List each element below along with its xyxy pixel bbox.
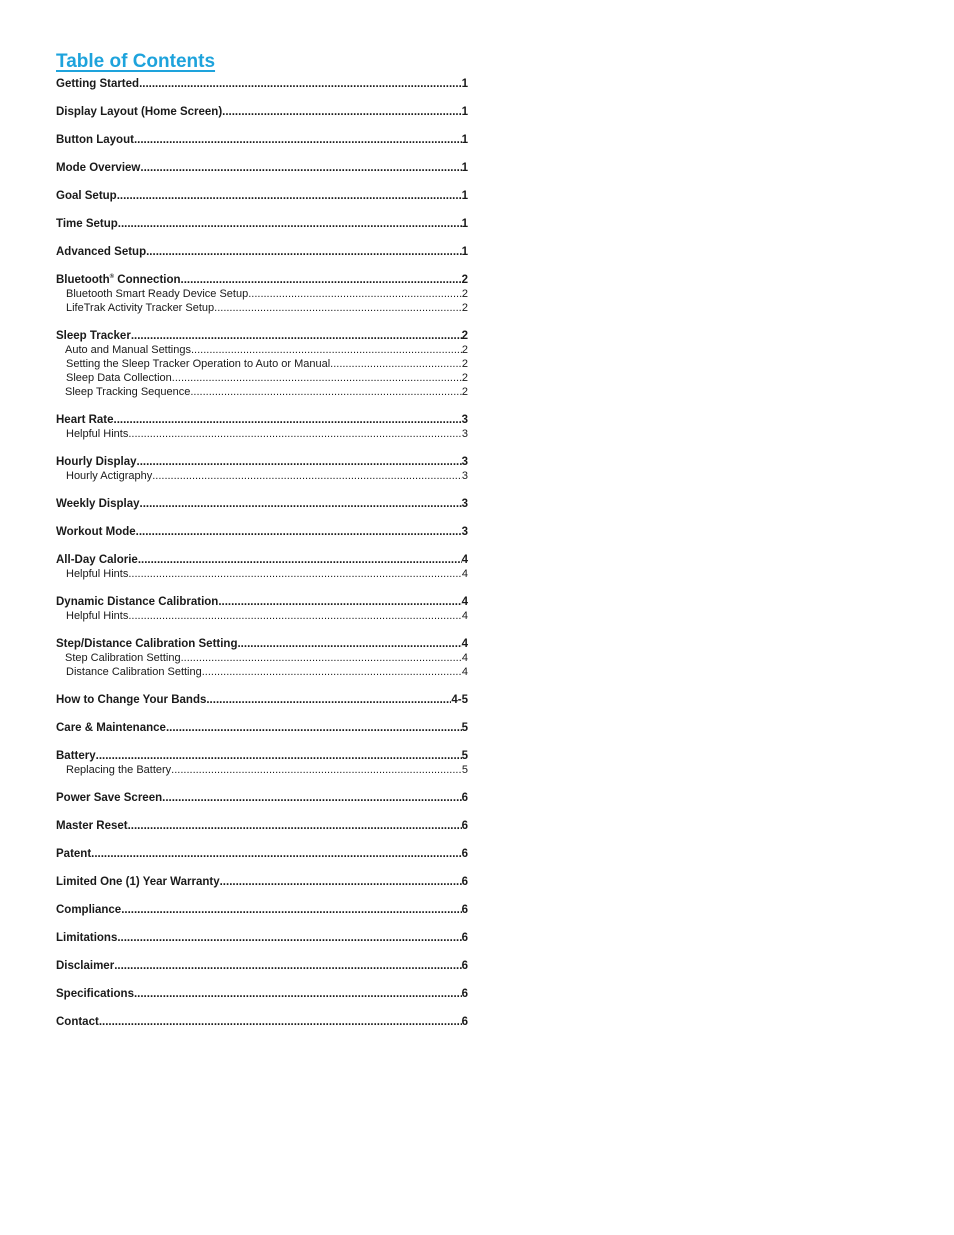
dot-leader: [114, 413, 462, 427]
dot-leader: [218, 595, 461, 609]
toc-page-number: 5: [461, 750, 468, 762]
toc-subentry[interactable]: [56, 357, 468, 371]
toc-subentry[interactable]: [56, 609, 468, 623]
dot-leader: [128, 427, 462, 441]
toc-entry-label: How to Change Your Bands: [56, 694, 207, 706]
dot-leader: [171, 763, 462, 777]
toc-page-number: 3: [461, 526, 468, 538]
dot-leader: [140, 497, 462, 511]
toc-entry-label: Time Setup: [56, 218, 118, 230]
toc-entry-label: Compliance: [56, 904, 122, 916]
toc-entry-label: Setting the Sleep Tracker Operation to Auto or Manual: [66, 358, 331, 370]
toc-entry-label: Disclaimer: [56, 960, 115, 972]
toc-page-number: 1: [461, 190, 468, 202]
toc-entry[interactable]: [56, 413, 468, 427]
dot-leader: [91, 847, 461, 861]
toc-entry[interactable]: [56, 903, 468, 917]
toc-entry-label: Heart Rate: [56, 414, 114, 426]
toc-entry-label: Bluetooth® Connection: [56, 274, 181, 286]
toc-entry-label: Master Reset: [56, 820, 128, 832]
toc-page-number: 4: [461, 610, 468, 622]
toc-page-number: 2: [461, 344, 468, 356]
toc-entry[interactable]: [56, 77, 468, 91]
dot-leader: [237, 637, 461, 651]
dot-leader: [181, 651, 462, 665]
toc-entry-label: Limitations: [56, 932, 118, 944]
toc-entry-label: Sleep Tracking Sequence: [65, 386, 191, 398]
toc-page-number: 1: [461, 162, 468, 174]
toc-list: [56, 77, 468, 1029]
toc-entry-label: Helpful Hints: [66, 428, 129, 440]
toc-entry[interactable]: [56, 749, 468, 763]
toc-entry-label: Dynamic Distance Calibration: [56, 596, 219, 608]
toc-page-number: 2: [461, 288, 468, 300]
dot-leader: [140, 161, 461, 175]
toc-entry[interactable]: [56, 595, 468, 609]
toc-entry[interactable]: [56, 245, 468, 259]
toc-page-number: 1: [461, 218, 468, 230]
toc-entry[interactable]: [56, 133, 468, 147]
toc-entry[interactable]: [56, 525, 468, 539]
toc-entry-label: Auto and Manual Settings: [65, 344, 191, 356]
toc-entry[interactable]: [56, 931, 468, 945]
toc-entry[interactable]: [56, 791, 468, 805]
toc-entry-label: Step/Distance Calibration Setting: [56, 638, 238, 650]
toc-entry-label: Helpful Hints: [66, 610, 129, 622]
dot-leader: [191, 343, 462, 357]
toc-page-number: 1: [461, 106, 468, 118]
toc-page-number: 6: [461, 820, 468, 832]
toc-entry-label: Bluetooth Smart Ready Device Setup: [66, 288, 249, 300]
dot-leader: [172, 371, 462, 385]
toc-page-number: 3: [461, 428, 468, 440]
toc-page-number: 6: [461, 848, 468, 860]
toc-subentry[interactable]: [56, 651, 468, 665]
toc-entry[interactable]: [56, 497, 468, 511]
dot-leader: [220, 875, 462, 889]
toc-entry-label: Mode Overview: [56, 162, 141, 174]
toc-subentry[interactable]: [56, 385, 468, 399]
toc-entry-label: Goal Setup: [56, 190, 117, 202]
dot-leader: [128, 567, 462, 581]
toc-page-number: 2: [461, 372, 468, 384]
dot-leader: [134, 133, 462, 147]
dot-leader: [117, 931, 461, 945]
toc-subentry[interactable]: [56, 567, 468, 581]
dot-leader: [181, 273, 462, 287]
dot-leader: [146, 245, 461, 259]
toc-page-number: 4: [461, 666, 468, 678]
toc-entry[interactable]: [56, 553, 468, 567]
dot-leader: [202, 665, 462, 679]
toc-entry-label: Step Calibration Setting: [65, 652, 181, 664]
toc-entry[interactable]: [56, 959, 468, 973]
dot-leader: [166, 721, 462, 735]
toc-entry-label: Replacing the Battery: [66, 764, 172, 776]
toc-subentry[interactable]: [56, 343, 468, 357]
toc-entry[interactable]: [56, 721, 468, 735]
toc-entry-label: Getting Started: [56, 78, 140, 90]
toc-page-number: 4-5: [451, 694, 468, 706]
toc-page-number: 4: [461, 596, 468, 608]
toc-page-number: 1: [461, 134, 468, 146]
toc-entry-label: Helpful Hints: [66, 568, 129, 580]
toc-entry-label: Button Layout: [56, 134, 134, 146]
dot-leader: [138, 553, 462, 567]
toc-page-number: 3: [461, 414, 468, 426]
toc-page-number: 4: [461, 554, 468, 566]
dot-leader: [117, 189, 462, 203]
toc-page-number: 1: [461, 246, 468, 258]
dot-leader: [134, 987, 462, 1001]
toc-entry-label: Contact: [56, 1016, 99, 1028]
dot-leader: [222, 105, 461, 119]
toc-page-number: 6: [461, 988, 468, 1000]
toc-page-number: 2: [461, 274, 468, 286]
toc-entry[interactable]: [56, 273, 468, 287]
toc-page-number: 3: [461, 456, 468, 468]
toc-subentry[interactable]: [56, 469, 468, 483]
toc-entry[interactable]: [56, 217, 468, 231]
toc-page-number: 2: [461, 302, 468, 314]
dot-leader: [128, 819, 462, 833]
toc-entry-label: Weekly Display: [56, 498, 140, 510]
dot-leader: [248, 287, 462, 301]
toc-entry-label: All-Day Calorie: [56, 554, 138, 566]
toc-entry-label: LifeTrak Activity Tracker Setup: [66, 302, 215, 314]
toc-entry-label: Sleep Tracker: [56, 330, 131, 342]
toc-entry[interactable]: [56, 105, 468, 119]
toc-entry-label: Power Save Screen: [56, 792, 163, 804]
toc-entry-label: Display Layout (Home Screen): [56, 106, 223, 118]
dot-leader: [152, 469, 462, 483]
toc-entry-label: Workout Mode: [56, 526, 136, 538]
dot-leader: [118, 217, 462, 231]
toc-entry-label: Hourly Display: [56, 456, 137, 468]
toc-page-number: 2: [461, 330, 468, 342]
toc-page-number: 6: [461, 792, 468, 804]
toc-page-number: 4: [461, 638, 468, 650]
toc-page-number: 6: [461, 1016, 468, 1028]
toc-entry-label: Advanced Setup: [56, 246, 147, 258]
dot-leader: [137, 455, 462, 469]
toc-page-number: 2: [461, 386, 468, 398]
page-title: Table of Contents: [56, 51, 216, 72]
toc-page-number: 1: [461, 78, 468, 90]
toc-subentry[interactable]: [56, 665, 468, 679]
toc-entry[interactable]: [56, 329, 468, 343]
dot-leader: [136, 525, 462, 539]
toc-entry-label: Distance Calibration Setting: [66, 666, 202, 678]
toc-entry-label: Care & Maintenance: [56, 722, 166, 734]
toc-entry[interactable]: [56, 637, 468, 651]
dot-leader: [162, 791, 461, 805]
registered-mark: ®: [109, 274, 115, 280]
toc-page-number: 5: [461, 764, 468, 776]
toc-page-number: 6: [461, 932, 468, 944]
toc-entry[interactable]: [56, 847, 468, 861]
dot-leader: [96, 749, 462, 763]
dot-leader: [330, 357, 462, 371]
toc-entry[interactable]: [56, 1015, 468, 1029]
toc-subentry[interactable]: [56, 287, 468, 301]
toc-page-number: 5: [461, 722, 468, 734]
toc-entry-label: Specifications: [56, 988, 134, 1000]
toc-entry-label: Battery: [56, 750, 96, 762]
toc-entry-label: Limited One (1) Year Warranty: [56, 876, 220, 888]
toc-entry[interactable]: [56, 875, 468, 889]
toc-page-number: 3: [461, 470, 468, 482]
dot-leader: [128, 609, 462, 623]
toc-entry[interactable]: [56, 161, 468, 175]
toc-subentry[interactable]: [56, 427, 468, 441]
toc-entry-label: Patent: [56, 848, 92, 860]
dot-leader: [139, 77, 462, 91]
dot-leader: [206, 693, 451, 707]
toc-subentry[interactable]: [56, 371, 468, 385]
toc-page-number: 6: [461, 876, 468, 888]
toc-entry[interactable]: [56, 819, 468, 833]
toc-entry[interactable]: [56, 455, 468, 469]
dot-leader: [99, 1015, 462, 1029]
toc-entry-label: Hourly Actigraphy: [66, 470, 153, 482]
toc-page-number: 3: [461, 498, 468, 510]
toc-subentry[interactable]: [56, 301, 468, 315]
toc-entry[interactable]: [56, 693, 468, 707]
dot-leader: [121, 903, 461, 917]
dot-leader: [114, 959, 461, 973]
toc-subentry[interactable]: [56, 763, 468, 777]
toc-page-number: 4: [461, 652, 468, 664]
dot-leader: [190, 385, 462, 399]
dot-leader: [131, 329, 462, 343]
toc-page-number: 2: [461, 358, 468, 370]
toc-entry[interactable]: [56, 987, 468, 1001]
toc-entry-label: Sleep Data Collection: [66, 372, 172, 384]
toc-page-number: 4: [461, 568, 468, 580]
dot-leader: [214, 301, 462, 315]
toc-page-number: 6: [461, 904, 468, 916]
toc-entry[interactable]: [56, 189, 468, 203]
toc-page-number: 6: [461, 960, 468, 972]
